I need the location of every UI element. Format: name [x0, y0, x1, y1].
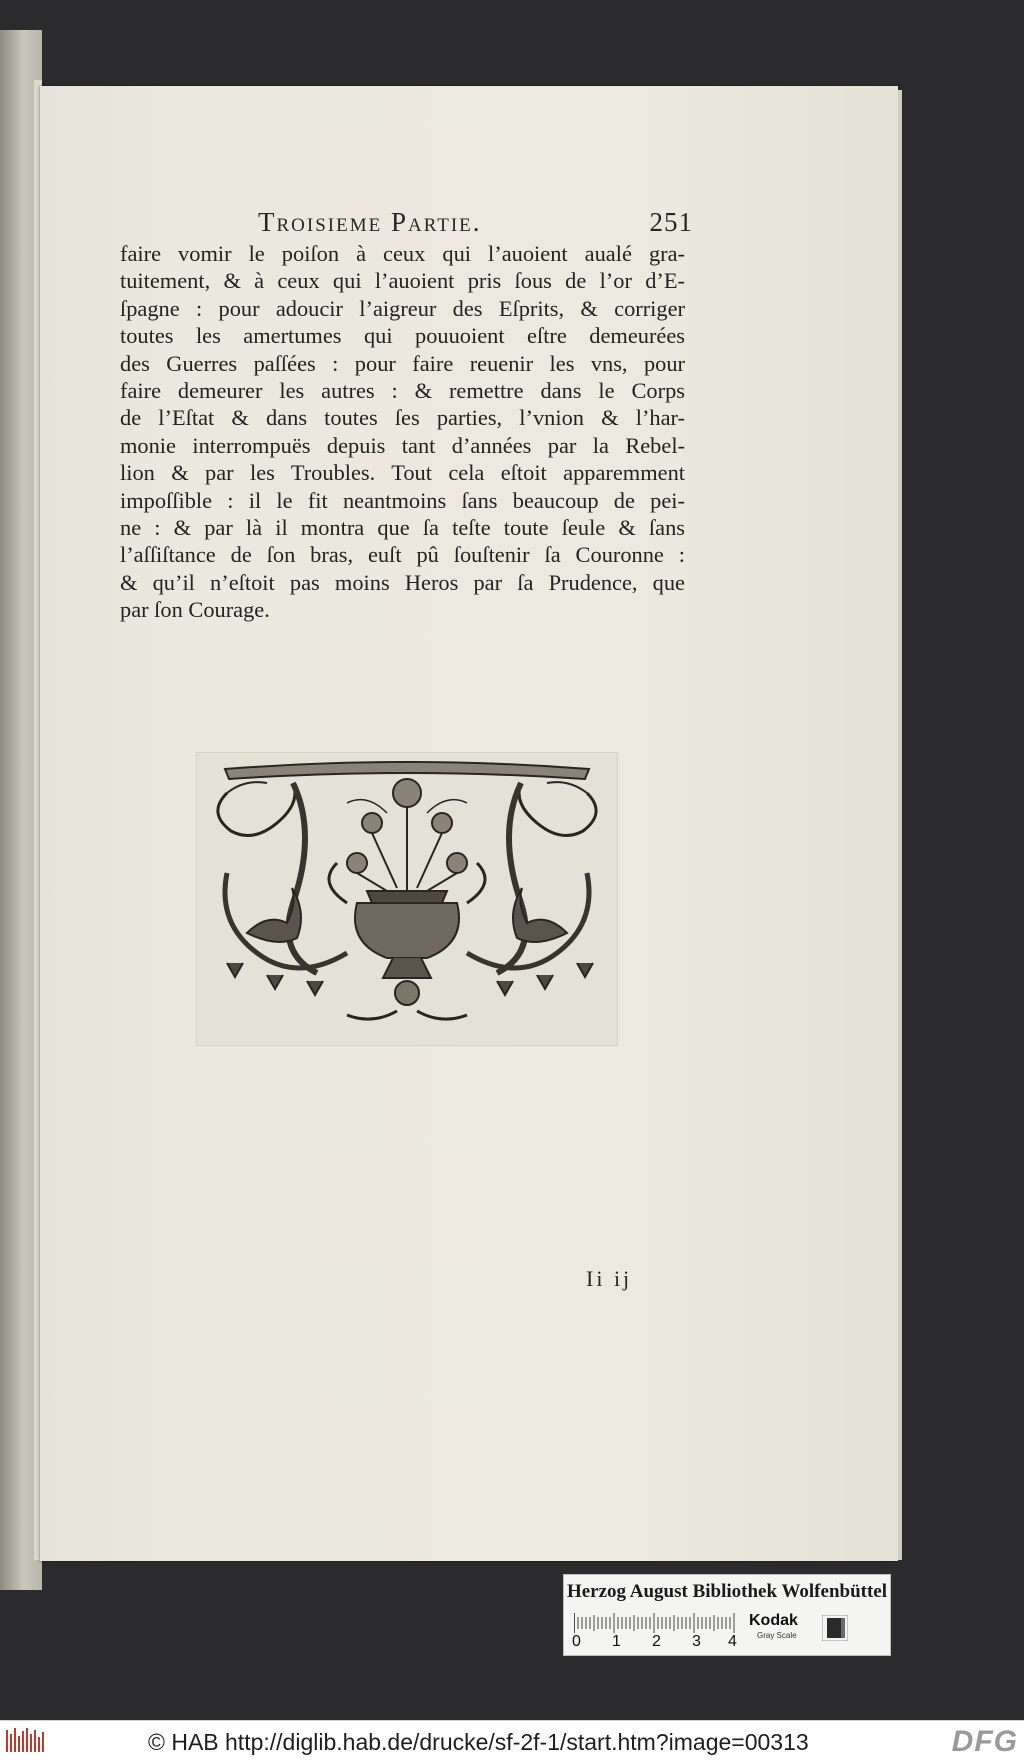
running-head [258, 207, 693, 239]
ruler-number: 1 [612, 1633, 621, 1650]
text-line: monie interrompuës depuis tant d’années par la Rebel- [120, 432, 685, 458]
text-line: & qu’il n’eſtoit pas moins Heros par ſa Prudence, que [120, 569, 685, 595]
text-line: faire vomir le poiſon à ceux qui l’auoient aualé gra- [120, 241, 685, 266]
kodak-brand: Kodak [749, 1612, 798, 1629]
running-title: Troisieme Partie. [258, 207, 482, 237]
text-line: faire demeurer les autres : & remettre dans le Corps [120, 377, 685, 403]
color-reference-card [563, 1574, 891, 1656]
text-line: ne : & par là il montra que ſa teſte toute ſeule & ſans [120, 514, 685, 540]
ruler-icon [574, 1613, 744, 1633]
text-line: par ſon Courage. [120, 597, 270, 623]
dfg-logo: DFG [951, 1725, 1018, 1758]
copyright-url[interactable]: © HAB http://diglib.hab.de/drucke/sf-2f-1/start.htm?image=00313 [148, 1729, 809, 1755]
text-line: ſpagne : pour adoucir l’aigreur des Eſprits, & corriger [120, 295, 685, 321]
gray-scale-label: Gray Scale [757, 1631, 797, 1640]
text-line: des Guerres paſſées : pour faire reuenir les vns, pour [120, 350, 685, 376]
hab-barcode-logo-icon [6, 1728, 46, 1754]
footer-bar [0, 1720, 1024, 1760]
body-text [120, 240, 685, 623]
text-line: tuitement, & à ceux qui l’auoient pris ſous de l’or d’E- [120, 268, 685, 294]
ruler-number: 0 [572, 1633, 581, 1650]
ruler-number: 3 [692, 1633, 701, 1650]
ruler-number: 2 [652, 1633, 661, 1650]
text-line: toutes les amertumes qui pouuoient eſtre demeurées [120, 323, 685, 349]
page-number: 251 [649, 207, 693, 237]
page-edge [898, 90, 902, 1560]
text-line: impoſſible : il le fit neantmoins ſans beaucoup de pei- [120, 487, 685, 513]
ruler-number: 4 [728, 1633, 737, 1650]
signature-mark: Ii ij [586, 1266, 633, 1291]
vase-ornament-icon [197, 753, 617, 1045]
text-line: lion & par les Troubles. Tout cela eſtoit apparemment [120, 460, 685, 486]
text-line: l’aſſiſtance de ſon bras, euſt pû ſouſtenir ſa Couronne : [120, 542, 685, 568]
gray-patch-icon [822, 1615, 848, 1641]
vase-ornament-engraving [196, 752, 618, 1046]
text-line: de l’Eſtat & dans toutes ſes parties, l’vnion & l’har- [120, 405, 685, 431]
institution-name: Herzog August Bibliothek Wolfenbüttel [566, 1581, 888, 1602]
